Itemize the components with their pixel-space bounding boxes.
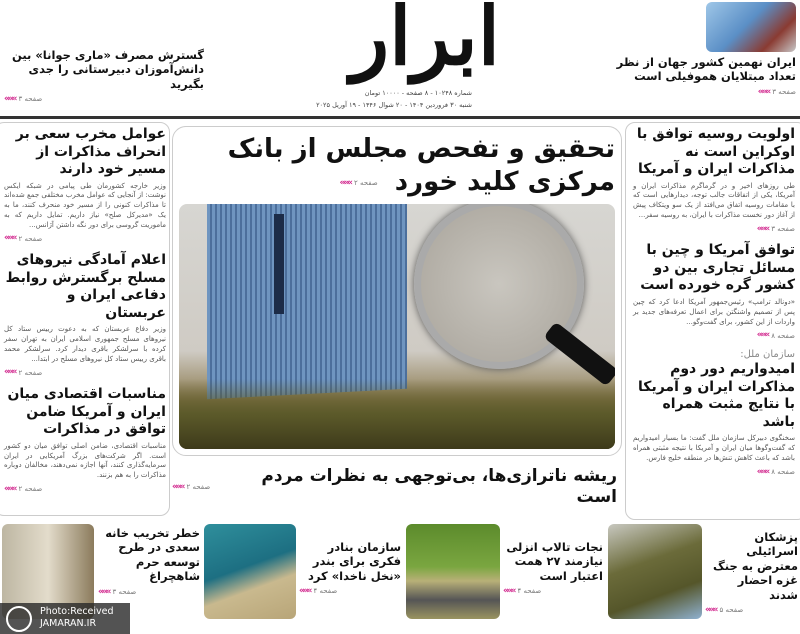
- main-headline: تحقیق و تفحص مجلس از بانک مرکزی کلید خورد: [227, 134, 615, 197]
- right-story-2[interactable]: [633, 242, 795, 341]
- left-story-3[interactable]: [4, 386, 166, 494]
- bottom-story-2[interactable]: [503, 540, 603, 597]
- building-stripe: [274, 214, 284, 314]
- arrow-icon: «««: [4, 367, 16, 378]
- story-body: وزیر خارجه کشورمان طی پیامی در شبکه ایکس نوشت: از آنجایی که عوامل مخرب مختلفی جمع شده‌اند تا مذاکرات کنونی را از مسیر خود منحرف کنند، ما به یک «مدیرکل صلح» نیاز داریم. تمایل داریم که به ماموریت گروسی برای دور نگه داشتن آژانس...: [4, 181, 166, 229]
- page-ref[interactable]: ««« صفحه ۴: [503, 586, 542, 597]
- arrow-icon: «««: [756, 223, 769, 234]
- top-left-story[interactable]: [4, 48, 204, 105]
- hemophilia-photo: [706, 2, 796, 52]
- story-headline: اولویت روسیه توافق با اوکراین است نه مذاکرات ایران و آمریکا: [636, 126, 795, 177]
- right-story-1[interactable]: [633, 126, 795, 234]
- jamaran-logo: [6, 606, 32, 632]
- story-body: مناسبات اقتصادی، ضامن اصلی توافق میان دو کشور است. اگر شرکت‌های بزرگ آمریکایی در ایران سرمایه‌گذاری کنند، آنها اجازه نمی‌دهند، مخالفان دوباره مذاکرات را به هم بزنند.: [4, 441, 166, 480]
- issue-line: شماره ۱۰۲۴۸ - ۸ صفحه - ۱۰۰۰۰ تومان: [364, 89, 472, 97]
- story-headline: عوامل مخرب سعی بر انحراف مذاکرات از مسیر خود دارند: [15, 126, 166, 177]
- page-ref[interactable]: ««« صفحه ۳: [757, 86, 796, 97]
- arrow-icon: «««: [98, 586, 110, 597]
- arrow-icon: «««: [4, 233, 16, 244]
- sub-page-ref[interactable]: ««« صفحه ۲: [172, 481, 211, 492]
- page-ref[interactable]: ««« صفحه ۵: [705, 604, 744, 615]
- port-photo: [204, 524, 296, 619]
- left-column: [4, 126, 166, 495]
- arrow-icon: «««: [299, 586, 311, 597]
- story-body: «دونالد ترامپ» رئیس‌جمهور آمریکا ادعا کرد که چین پس از تصمیم واشنگتن برای اعمال تعرفه‌های جدید بر واردات از این کشور، برای گفت‌وگو...: [633, 297, 795, 326]
- page-ref[interactable]: ««« صفحه ۲: [4, 483, 43, 494]
- story-headline: توافق آمریکا و چین با مسائل تجاری بین دو کشور گره خورده است: [640, 242, 795, 294]
- story-headline: اعلام آمادگی نیروهای مسلح برگسترش روابط دفاعی ایران و عربستان: [5, 252, 166, 321]
- story-headline: امیدواریم دور دوم مذاکرات ایران و آمریکا با نتایج مثبت همراه باشد: [638, 361, 795, 430]
- story-headline: مناسبات اقتصادی میان ایران و آمریکا ضامن توافق در مذاکرات: [7, 386, 166, 438]
- watermark-line-1: Photo:Received: [40, 606, 114, 617]
- central-bank-photo: [179, 204, 615, 449]
- page-ref[interactable]: ««« صفحه ۲: [4, 233, 43, 244]
- bottom-story-1[interactable]: [705, 530, 798, 616]
- story-body: طی روزهای اخیر و در گرماگرم مذاکرات ایران و آمریکا، یکی از اتفاقات جالب توجه، دیدارهایی است که با مقامات روسیه اتفاق می‌افتد از یک سو ویتکاف پیش از آغاز دور نخست مذاکرات با ایران، به روسیه سفر...: [633, 181, 795, 219]
- page-ref[interactable]: ««« صفحه ۲: [4, 367, 43, 378]
- magnifier-handle: [543, 321, 615, 386]
- story-headline: پزشکان اسرائیلی معترض به جنگ غزه احضار شدند: [713, 530, 798, 602]
- wetland-photo: [406, 524, 500, 619]
- arrow-icon: «««: [339, 178, 351, 189]
- main-story-frame: [172, 126, 622, 456]
- story-headline: خطر تخریب خانه سعدی در طرح توسعه حرم شاهچراغ: [105, 526, 200, 584]
- page-ref[interactable]: ««« صفحه ۳: [4, 94, 43, 105]
- right-column: [633, 126, 795, 477]
- arrow-icon: «««: [757, 86, 770, 97]
- story-body: سخنگوی دبیرکل سازمان ملل گفت: ما بسیار امیدواریم که گفت‌وگوها میان ایران و آمریکا با نتیجه مثبتی همراه باشد که باعث کاهش تنش‌ها در منطقه خلیج فارس.: [633, 434, 795, 462]
- page-ref[interactable]: ««« صفحه ۸: [756, 330, 795, 341]
- story-body: وزیر دفاع عربستان که به دعوت رییس ستاد کل نیروهای مسلح جمهوری اسلامی ایران به تهران سفر کرده با سرلشکر باقری دیدار کرد. سرلشکر محمد باقری رییس ستاد کل نیروهای مسلح در ابتدا...: [4, 325, 166, 363]
- bottom-story-3[interactable]: [299, 540, 401, 597]
- arrow-icon: «««: [503, 586, 515, 597]
- arrow-icon: «««: [756, 466, 769, 477]
- page-ref[interactable]: ««« صفحه ۳: [756, 223, 795, 234]
- arrow-icon: «««: [172, 481, 184, 492]
- page-ref[interactable]: ««« صفحه ۳: [98, 586, 137, 597]
- top-right-headline: ایران نهمین کشور جهان از نظر تعداد مبتلایان هموفیلی است: [616, 55, 796, 84]
- page-ref[interactable]: ««« صفحه ۴: [299, 586, 338, 597]
- story-headline: نجات تالاب انزلی نیازمند ۲۷ همت اعتبار است: [506, 540, 603, 583]
- sub-story[interactable]: [172, 466, 617, 509]
- sub-headline: ریشه ناترازی‌ها، بی‌توجهی به نظرات مردم است: [261, 466, 617, 508]
- bottom-story-4[interactable]: [98, 526, 200, 597]
- arrow-icon: «««: [4, 94, 16, 105]
- soldiers-photo: [608, 524, 702, 619]
- left-story-1[interactable]: [4, 126, 166, 244]
- arrow-icon: «««: [4, 483, 16, 494]
- arrow-icon: «««: [756, 330, 769, 341]
- top-left-headline: گسترش مصرف «ماری جوانا» بین دانش‌آموزان دبیرستانی را جدی بگیرید: [12, 48, 204, 91]
- page-ref[interactable]: ««« صفحه ۸: [756, 466, 795, 477]
- main-story[interactable]: [179, 133, 615, 198]
- bank-building: [207, 204, 407, 399]
- photo-watermark: [0, 603, 130, 634]
- top-right-story[interactable]: [596, 55, 796, 98]
- date-line: شنبه ۳۰ فروردین ۱۴۰۴ - ۲۰ شوال ۱۴۴۶ - ۱۹ آوریل ۲۰۲۵: [316, 101, 472, 109]
- left-story-2[interactable]: [4, 252, 166, 378]
- right-story-3[interactable]: [633, 349, 795, 477]
- story-headline: سازمان بنادر فکری برای بندر «نخل ناخدا» کرد: [308, 540, 401, 583]
- masthead: [220, 0, 580, 115]
- newspaper-logo: ابرار: [350, 0, 500, 83]
- trees: [179, 379, 615, 449]
- arrow-icon: «««: [705, 604, 717, 615]
- main-page-ref[interactable]: ««« صفحه ۲: [339, 178, 378, 189]
- kicker: سازمان ملل:: [740, 349, 795, 361]
- masthead-rule: [0, 116, 800, 119]
- watermark-line-2: JAMARAN.IR: [40, 617, 97, 629]
